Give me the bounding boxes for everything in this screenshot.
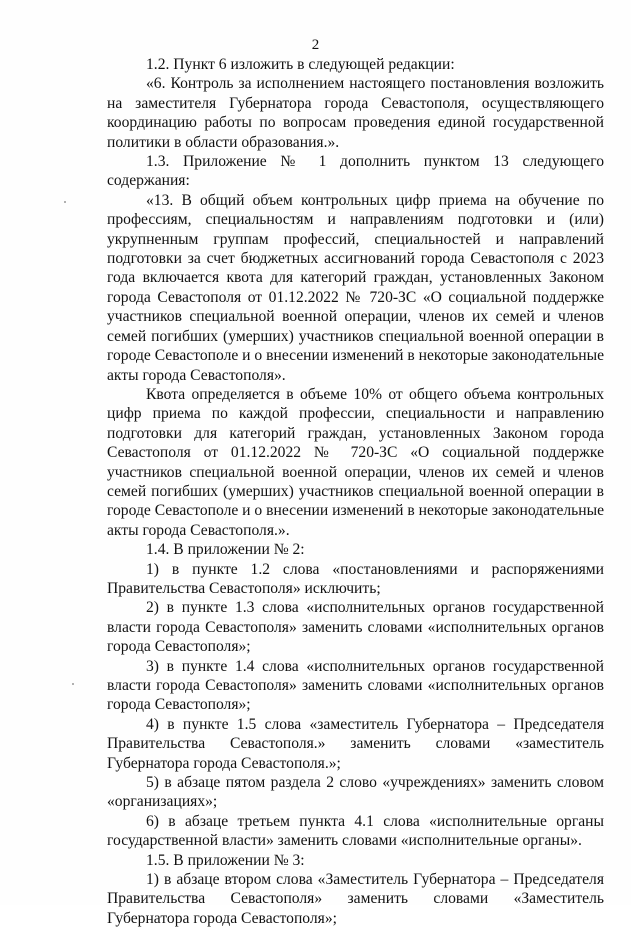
paragraph-quota: Квота определяется в объеме 10% от общего объема контрольных цифр приема по каждой профессии, специальности и направлению подготовки для категорий граждан, установленных Законом города Севастополя от 01.12.2022 № 720-ЗС «О социальной поддержке участников специальной военной операции, членов их семей и членов семей погибших (умерших) участников специальной военной операции в городе Севастополе и о внесении изменений в некоторые законодательные акты города Севастополя.». xyxy=(107,385,604,539)
paragraph-1-5: 1.5. В приложении № 3: xyxy=(146,851,305,869)
scan-speck xyxy=(72,683,74,685)
page-number: 2 xyxy=(311,37,320,53)
paragraph-1-2: 1.2. Пункт 6 изложить в следующей редакции: xyxy=(146,56,455,73)
paragraph-sub-3: 3) в пункте 1.4 слова «исполнительных органов государственной власти города Севастополя» заменить словами «исполнительных органов города Севастополя»; xyxy=(107,657,604,714)
scan-speck xyxy=(64,201,66,203)
paragraph-sub-2: 2) в пункте 1.3 слова «исполнительных органов государственной власти города Севастополя» заменить словами «исполнительных органов города Севастополя»; xyxy=(107,599,604,656)
paragraph-sub-1: 1) в пункте 1.2 слова «постановлениями и распоряжениями Правительства Севастополя» исключить; xyxy=(107,560,604,597)
paragraph-item-13-text: «13. В общий объем контрольных цифр приема на обучение по профессиям, специальностям и направлениям подготовки и (или) укрупненным группам профессий, специальностей и направлений подготовки за счет бюджетных ассигнований города Севастополя с 2023 года включается квота для категорий граждан, установленных Законом города Севастополя от 01.12.2022 № 720-ЗС «О социальной поддержке участников специальной военной операции, членов их семей и членов семей погибших (умерших) участников специальной военной операции в городе Севастополе и о внесении изменений в некоторые законодательные акты города Севастополя». xyxy=(107,191,604,384)
paragraph-1-4: 1.4. В приложении № 2: xyxy=(146,541,305,559)
paragraph-1-5-sub-1: 1) в абзаце втором слова «Заместитель Губернатора – Председателя Правительства Севастополя» заменить словами «Заместитель Губернатора города Севастополя»; xyxy=(107,871,604,927)
paragraph-sub-5: 5) в абзаце пятом раздела 2 слово «учреждениях» заменить словом «организациях»; xyxy=(107,774,604,811)
paragraph-1-3: 1.3. Приложение № 1 дополнить пунктом 13 следующего содержания: xyxy=(107,153,604,190)
document-body xyxy=(107,55,604,928)
paragraph-sub-6: 6) в абзаце третьем пункта 4.1 слова «исполнительные органы государственной власти» заменить словами «исполнительные органы». xyxy=(107,812,604,850)
paragraph-item-6-text: «6. Контроль за исполнением настоящего постановления возложить на заместителя Губернатора города Севастополя, осуществляющего координацию работы по вопросам проведения единой государственной политики в области образования.». xyxy=(107,75,604,151)
paragraph-sub-4: 4) в пункте 1.5 слова «заместитель Губернатора – Председателя Правительства Севастополя.» заменить словами «заместитель Губернатора города Севастополя.»; xyxy=(107,715,604,772)
